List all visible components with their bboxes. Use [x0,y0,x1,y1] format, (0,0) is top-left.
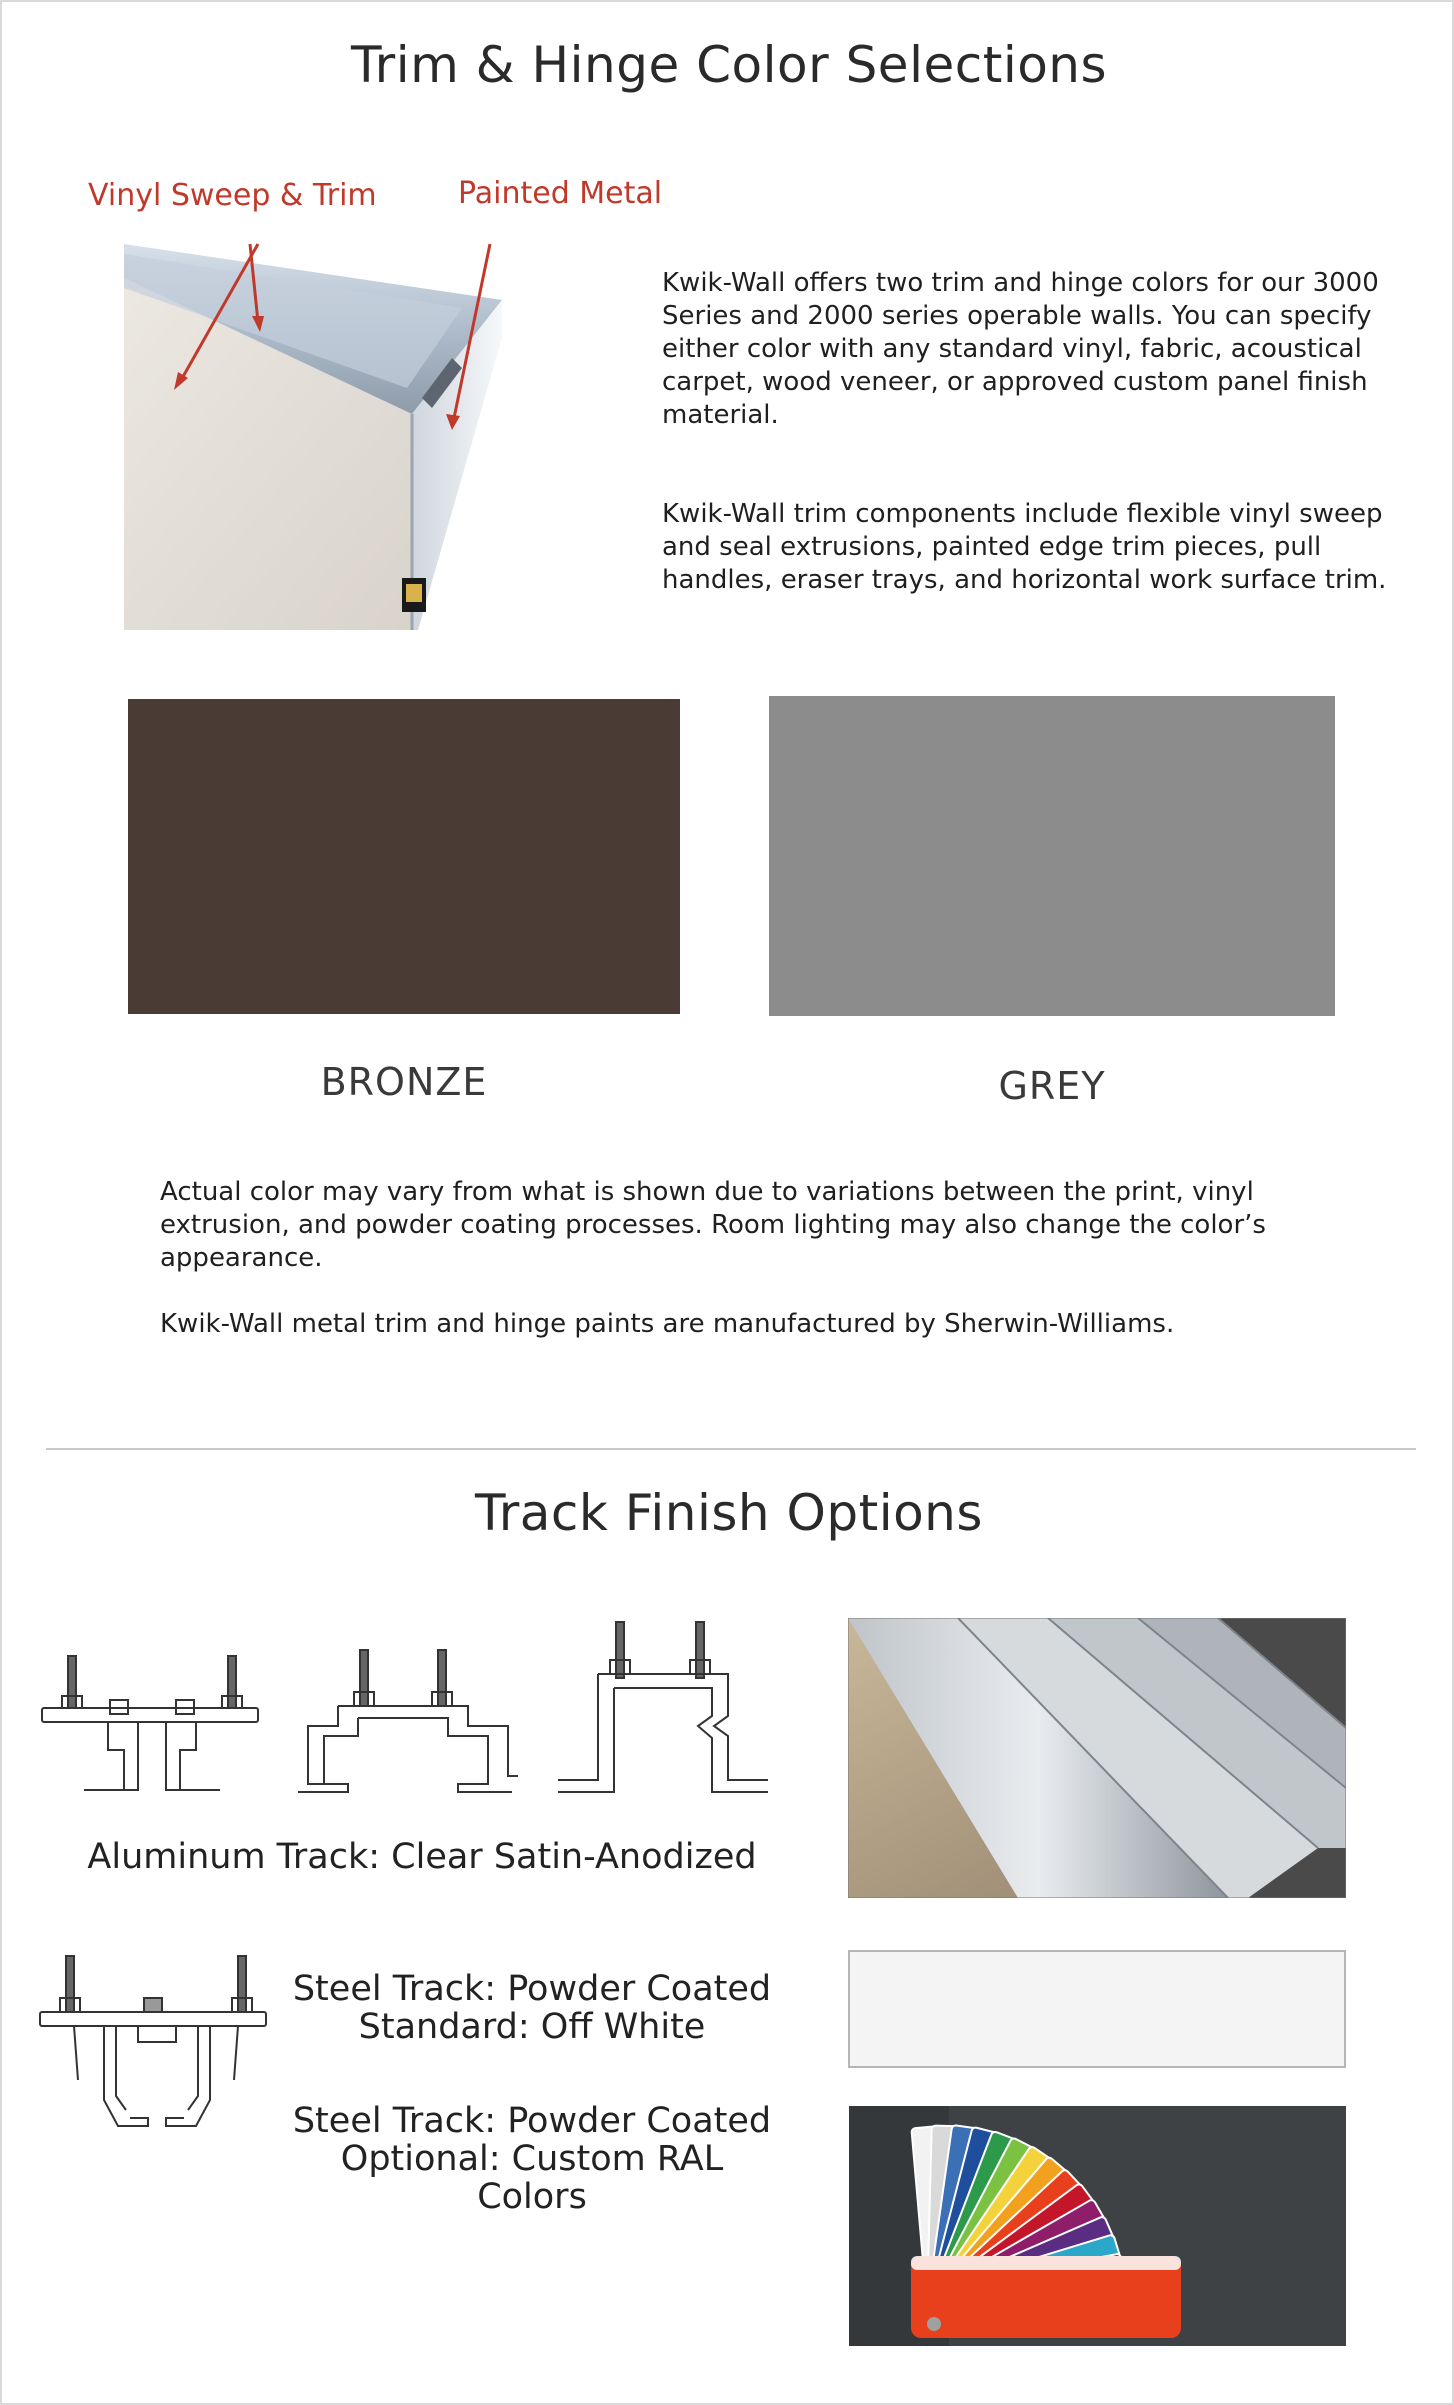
steel-standard-line2: Standard: Off White [358,2007,706,2047]
bronze-label: BRONZE [320,1060,488,1104]
steel-track-profile-drawing [38,1950,278,2140]
aluminum-track-photo [848,1618,1346,1898]
painted-metal-callout: Painted Metal [458,176,663,211]
vinyl-sweep-callout: Vinyl Sweep & Trim [88,178,377,213]
steel-optional-line1: Steel Track: Powder Coated [292,2101,772,2141]
steel-optional-line2: Optional: Custom RAL Colors [340,2139,724,2217]
steel-standard-label [282,1970,782,2046]
trim-intro-paragraph: Kwik-Wall offers two trim and hinge colors for our 3000 Series and 2000 series operable walls. You can specify either color with any standard vinyl, fabric, acoustical carpet, wood veneer, or approved custom panel finish material. [662,268,1379,430]
off-white-swatch [848,1950,1346,2068]
aluminum-track-label: Aluminum Track: Clear Satin-Anodized [87,1837,757,1877]
trim-components-paragraph: Kwik-Wall trim components include flexible vinyl sweep and seal extrusions, painted edge trim pieces, pull handles, eraser trays, and horizontal work surface trim. [662,499,1387,595]
bronze-swatch [128,699,680,1014]
steel-optional-label [282,2102,782,2216]
section-divider [46,1448,1416,1450]
aluminum-track-profiles-drawing [38,1616,768,1796]
trim-section-title: Trim & Hinge Color Selections [350,36,1108,94]
steel-standard-line1: Steel Track: Powder Coated [292,1969,772,2009]
manufacturer-note: Kwik-Wall metal trim and hinge paints are manufactured by Sherwin-Williams. [160,1309,1175,1339]
grey-swatch [769,696,1335,1016]
ral-color-fan-photo [849,2106,1346,2346]
color-disclaimer: Actual color may vary from what is shown due to variations between the print, vinyl extrusion, and powder coating processes. Room lighting may also change the color’s appearance. [160,1177,1266,1273]
trim-photo [122,238,532,630]
track-section-title: Track Finish Options [475,1484,983,1542]
grey-label: GREY [998,1064,1106,1108]
